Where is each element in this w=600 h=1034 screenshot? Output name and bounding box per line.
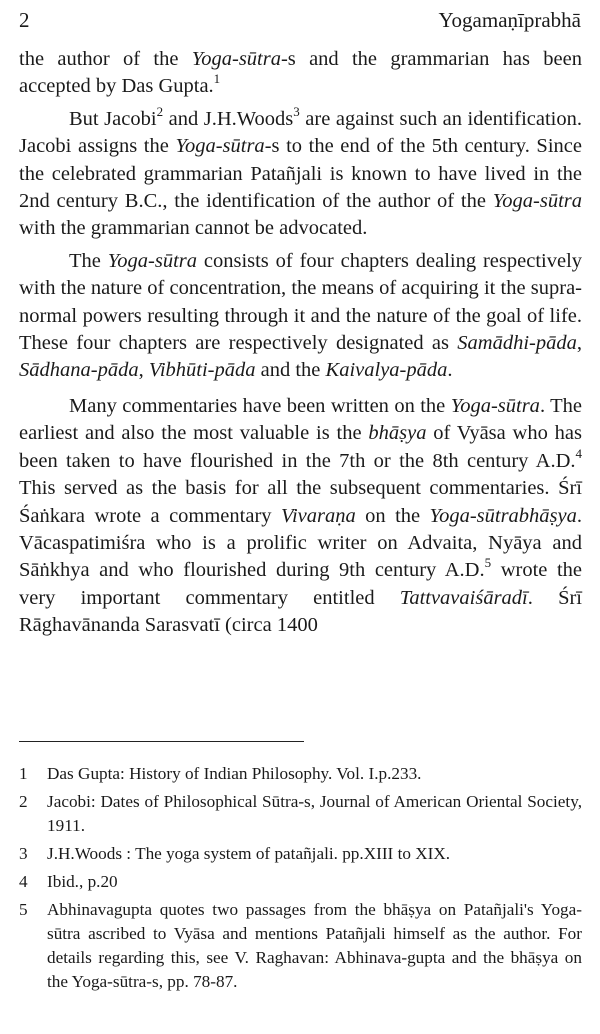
body-paragraph <box>19 46 582 101</box>
footnote-number: 3 <box>19 844 28 863</box>
italic-term: Yoga-sūtra <box>450 394 540 417</box>
body-paragraph <box>19 248 582 385</box>
body-paragraph <box>19 103 582 243</box>
italic-term: Yoga-sūtra <box>175 135 265 158</box>
italic-term: bhāṣya <box>368 422 427 445</box>
text-run: the author of the <box>19 48 192 70</box>
footnote-ref: 2 <box>156 103 164 119</box>
text-run: wrote the very important commentary entitled <box>19 559 582 609</box>
footnote-text: J.H.Woods : The yoga system of patañjali. pp.XIII to XIX. <box>47 844 451 863</box>
italic-term: Tattvavaiśāradī <box>399 586 528 609</box>
footnote <box>19 762 582 786</box>
text-run: with the grammarian cannot be advocated. <box>19 217 368 240</box>
body-text <box>19 46 582 640</box>
text-run: . Śrī Rāghavānanda Sarasvatī (circa 1400 <box>19 586 582 637</box>
footnote-number: 4 <box>19 872 28 891</box>
footnote-divider <box>19 741 304 742</box>
text-run: , <box>138 359 149 382</box>
footnote-text: Jacobi: Dates of Philosophical Sūtra-s, Journal of American Oriental Society, 1911. <box>47 792 582 835</box>
footnote-text: Ibid., p.20 <box>47 872 118 891</box>
text-run: . <box>447 359 453 382</box>
footnote-number: 1 <box>19 764 28 783</box>
text-run: , <box>576 332 582 355</box>
text-run: But Jacobi <box>69 107 157 130</box>
italic-term: Yoga-sūtra <box>107 249 197 272</box>
footnote-ref: 1 <box>213 71 221 87</box>
page-number: 2 <box>19 8 30 32</box>
text-run: and the <box>255 359 326 382</box>
text-run: . The earliest and also the most valuable is the <box>19 394 582 445</box>
footnote-number: 5 <box>19 900 28 919</box>
text-run: This served as the basis for all the subsequent commentaries. Śrī Śaṅkara wrote a commentary <box>19 477 582 527</box>
page-header <box>19 8 581 38</box>
text-run: on the <box>355 504 430 527</box>
footnote-text: Abhinavagupta quotes two passages from the bhāṣya on Patañjali's Yoga-sūtra ascribed to Vyāsa and mentions Patañjali himself as the author. For details regarding this, see V. Raghavan: Abhinava-gupta and the bhāṣya on the Yoga-sūtra-s, pp. 78-87. <box>47 900 582 991</box>
italic-term: Yoga-sūtra <box>492 190 582 213</box>
footnote <box>19 790 582 838</box>
italic-term: Yoga-sūtra <box>191 48 281 70</box>
body-paragraph <box>19 393 582 640</box>
italic-term: Sādhana-pāda <box>19 359 139 382</box>
footnote-ref: 4 <box>575 445 582 461</box>
footnote <box>19 898 582 994</box>
footnote <box>19 842 582 866</box>
text-run: Many commentaries have been written on the <box>69 394 451 417</box>
italic-term: Vibhūti-pāda <box>148 359 256 382</box>
text-run: -s to the end of the 5th century. Since the celebrated grammarian Patañjali is known to have lived in the 2nd century B.C., the identification of the author of the <box>19 135 582 213</box>
running-title: Yogamaṇīprabhā <box>438 8 581 32</box>
text-run: of Vyāsa who has been taken to have flourished in the 7th or the 8th century A.D. <box>19 422 582 472</box>
italic-term: Kaivalya-pāda <box>325 359 448 382</box>
footnote-ref: 5 <box>484 555 492 571</box>
footnote-text: Das Gupta: History of Indian Philosophy. Vol. I.p.233. <box>47 764 422 783</box>
text-run: consists of four chapters dealing respectively with the nature of concentration, the means of acquiring it the supra-normal powers resulting through it and the nature of the goal of life. These four chapters are respectively designated as <box>19 249 583 355</box>
text-run: . Vācaspatimiśra who is a prolific writer on Advaita, Nyāya and Sāṅkhya and who flourished during 9th century A.D. <box>19 504 582 582</box>
footnote <box>19 870 582 894</box>
text-run: -s and the grammarian has been accepted by Das Gupta. <box>19 48 582 98</box>
footnote-ref: 3 <box>293 103 300 119</box>
italic-term: Vivaraṇa <box>280 504 356 527</box>
text-run: and J.H.Woods <box>163 107 294 130</box>
italic-term: Yoga-sūtrabhāṣya <box>429 504 577 527</box>
footnote-number: 2 <box>19 792 28 811</box>
italic-term: Samādhi-pāda <box>457 332 577 355</box>
text-run: The <box>69 249 108 272</box>
text-run: are against such an identification. Jacobi assigns the <box>19 107 582 158</box>
footnotes <box>19 762 582 998</box>
